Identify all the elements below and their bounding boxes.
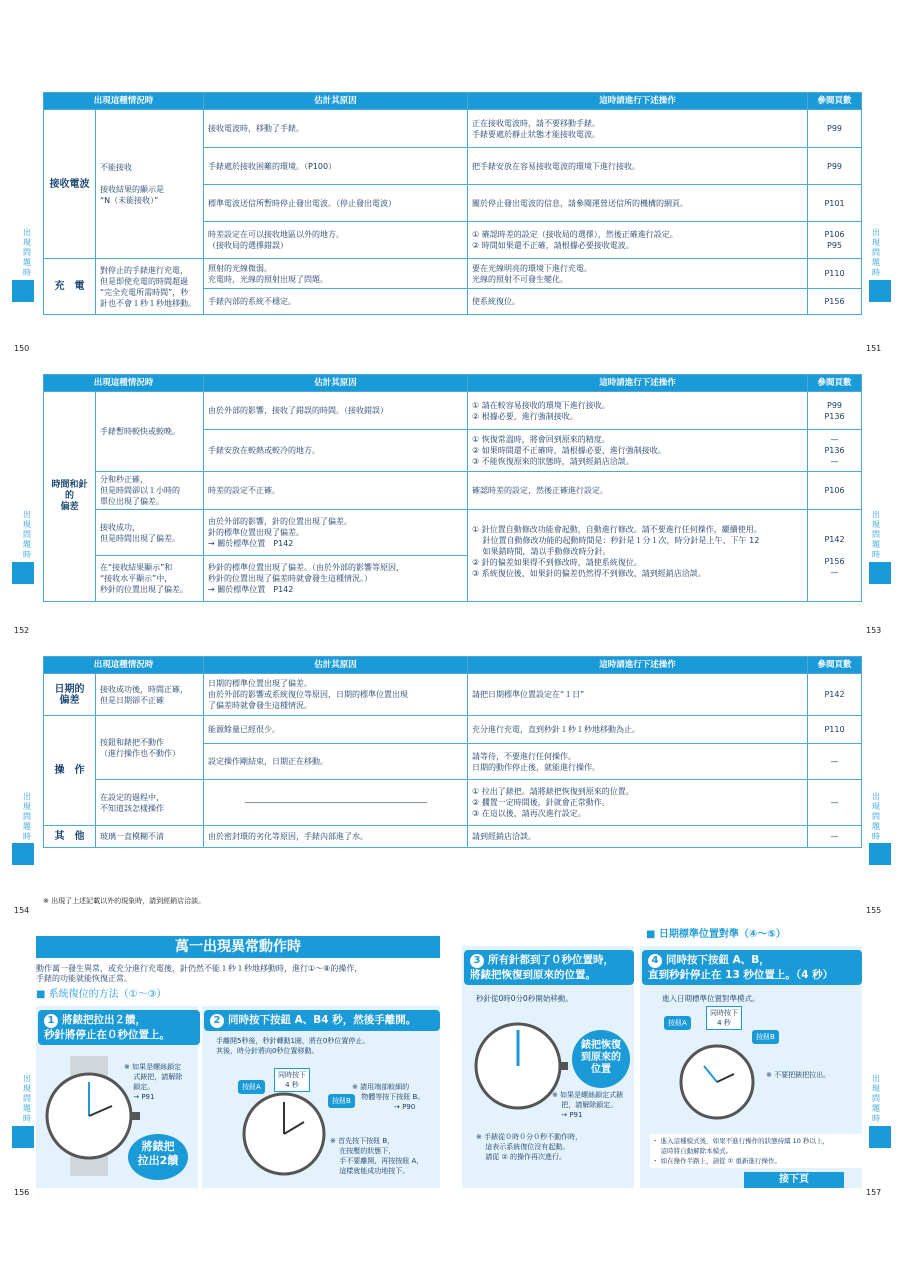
side-tab-marker	[12, 562, 34, 584]
table-date-operation	[43, 656, 862, 848]
page-ref: P106	[808, 472, 862, 510]
header-cause: 估計其原因	[204, 657, 468, 674]
step2-number: 2	[210, 1014, 224, 1028]
side-label: 出現問題時	[872, 792, 880, 841]
button-b-tag: 按鈕B	[752, 1030, 779, 1044]
action-cell: 確認時差的設定，然後正確進行設定。	[468, 472, 808, 510]
reset-intro: 動作萬一發生異常，或充分進行充電後，針仍然不能１秒１秒地移動時，進行①～⑧的操作， 手錶的功能就能恢復正常。	[36, 964, 363, 983]
side-label: 出現問題時	[872, 510, 880, 559]
step2-hold-label: 同時按下 4 秒	[274, 1068, 310, 1092]
step3-number: 3	[470, 954, 484, 968]
table-receive-charge	[43, 92, 862, 315]
action-cell: 充分進行充電，直到秒針１秒１秒地移動為止。	[468, 716, 808, 744]
page-number: 155	[866, 906, 882, 915]
header-situation: 出現這種情況時	[44, 375, 204, 392]
table-header	[44, 93, 862, 110]
table-row	[44, 780, 862, 826]
step2-note1: ※ 請用端部較細的 物體等按下按鈕 B。 → P90	[352, 1083, 425, 1111]
side-tab-marker	[869, 1126, 891, 1148]
page-ref: P99 P136	[808, 392, 862, 430]
step3-text: 所有針都到了０秒位置時， 將錶把恢復到原來的位置。	[470, 954, 614, 981]
side-label: 出現問題時	[872, 1074, 880, 1123]
category-operation: 操 作	[44, 716, 96, 826]
situation-cell: 按鈕和錶把不動作 （進行操作也不動作）	[96, 716, 204, 780]
table-row	[44, 110, 862, 148]
cause-cell: ——————————————————————————	[204, 780, 468, 826]
step2-heading	[204, 1010, 440, 1031]
header-cause: 估計其原因	[204, 93, 468, 110]
cause-cell: 接收電波時，移動了手錶。	[204, 110, 468, 148]
side-tab-marker	[12, 1126, 34, 1148]
step4-number: 4	[648, 954, 662, 968]
step1-bubble: 將錶把 拉出2饋	[128, 1134, 188, 1180]
header-situation: 出現這種情況時	[44, 657, 204, 674]
step3-note2: ※ 手錶從０時０分０秒不動作時， 這表示系統復位沒有起動。 請從 ② 的操作再次進行。	[476, 1133, 583, 1161]
button-a-tag: 按鈕A	[664, 1016, 691, 1030]
table-row	[44, 716, 862, 744]
category-date: 日期的 偏差	[44, 674, 96, 716]
table-row	[44, 826, 862, 848]
table-row	[44, 472, 862, 510]
cause-cell: 手錶內部的系統不穩定。	[204, 289, 468, 315]
cause-cell: 由於外部的影響，針的位置出現了偏差。 針的標準位置出現了偏差。 → 關於標準位置 P142	[204, 510, 468, 556]
page-ref: —	[808, 744, 862, 780]
cause-cell: 手錶處於接收困難的環境。（P100）	[204, 148, 468, 185]
side-label: 出現問題時	[23, 510, 31, 559]
step4-bullets: ・ 進入這種模式後，如果不進行操作的狀態持續 10 秒以上， 這時將自動解除本模式。 ・ 如在操作半路上，請從 ① 重新進行操作。	[650, 1134, 862, 1168]
cause-cell: 時差設定在可以接收地區以外的地方。 （接收局的選擇錯誤）	[204, 222, 468, 259]
page-ref: P99	[808, 110, 862, 148]
step3-desc: 秒針從0時0分0秒開始移動。	[476, 994, 573, 1003]
action-cell: ① 拉出了錶把。請將錶把恢復到原來的位置。 ② 擱置一定時間後，針就會正常動作。 ③ 在這以後，請再次進行設定。	[468, 780, 808, 826]
situation-cell: 接收成功， 但是時間出現了偏差。	[96, 510, 204, 556]
step1-number: 1	[44, 1014, 58, 1028]
page-ref: P110	[808, 259, 862, 289]
step2-desc: 手離開5秒後，秒針轉動1圈，將在0秒位置停止。 其後，時分針將向0秒位置移動。	[216, 1037, 370, 1055]
header-action: 這時請進行下述操作	[468, 375, 808, 392]
header-page: 參閱頁數	[808, 657, 862, 674]
date-heading: ■ 日期標準位置對準（④～⑤）	[646, 929, 786, 940]
action-cell: ① 針位置自動修改功能會起動，自動進行修改。請不要進行任何操作，繼續使用。 針位置自動修改功能的起動時間是：秒針是１分１次，時分針是上午、下午 12 如果錯時間，請以手動修改時分針。 ② 針的偏差如果得不到修改時，請使系統復位。 ③ 系統復位後，如果針的偏差仍然得不到修改，請到經銷店洽談。	[468, 510, 808, 602]
step2-text: 同時按下按鈕 A、B4 秒，然後手離開。	[228, 1014, 417, 1026]
table-row	[44, 392, 862, 430]
action-cell: 正在接收電波時，請不要移動手錶。 手錶要處於靜止狀態才能接收電波。	[468, 110, 808, 148]
page-number: 153	[866, 626, 882, 635]
step4-text: 同時按下按鈕 A、B， 直到秒針停止在 13 秒位置上。（4 秒）	[648, 954, 834, 981]
page-ref: — P136 —	[808, 430, 862, 472]
side-label: 出現問題時	[23, 1074, 31, 1123]
button-b-tag: 按鈕B	[328, 1094, 355, 1108]
step4-note: ※ 不要把錶把拉出。	[766, 1071, 831, 1079]
side-tab-marker	[869, 562, 891, 584]
header-page: 參閱頁數	[808, 375, 862, 392]
page-number: 157	[866, 1188, 882, 1197]
header-page: 參閱頁數	[808, 93, 862, 110]
side-tab-marker	[869, 843, 891, 865]
header-situation: 出現這種情況時	[44, 93, 204, 110]
situation-cell: 在設定的過程中， 不知道該怎樣操作	[96, 780, 204, 826]
table-row	[44, 510, 862, 556]
page-ref: —	[808, 780, 862, 826]
side-label: 出現問題時	[23, 228, 31, 277]
action-cell: 把手錶安放在容易接收電波的環境下進行接收。	[468, 148, 808, 185]
action-cell: ① 確認時差的設定（接收局的選擇），然後正確進行設定。 ② 時間如果還不正確，請根據必要接收電波。	[468, 222, 808, 259]
action-cell: 請把日期標準位置設定在“１日”	[468, 674, 808, 716]
situation-cell: 對停止的手錶進行充電， 但是即使充電的時間超過 “完全充電所需時間”，秒 針也不會１秒１秒地移動。	[96, 259, 204, 315]
action-cell: ① 請在較容易接收的環境下進行接收。 ② 根據必要，進行強制接收。	[468, 392, 808, 430]
side-tab-marker	[869, 280, 891, 302]
page-number: 151	[866, 344, 882, 353]
page-ref: P106 P95	[808, 222, 862, 259]
category-other: 其 他	[44, 826, 96, 848]
cause-cell: 由於外部的影響，接收了錯誤的時間。（接收錯誤）	[204, 392, 468, 430]
situation-cell: 不能接收 接收結果的顯示是 “N（未能接收）”	[96, 110, 204, 259]
page-number: 156	[14, 1188, 30, 1197]
cause-cell: 照射的光線微弱。 充電時，光線的照射出現了問題。	[204, 259, 468, 289]
cause-cell: 日期的標準位置出現了偏差。 由於外部的影響或系統復位等原因，日期的標準位置出現 了偏差時就會發生這種情況。	[204, 674, 468, 716]
header-action: 這時請進行下述操作	[468, 657, 808, 674]
category-time: 時間和針的 偏差	[44, 392, 96, 602]
situation-cell: 手錶暫時較快或較晚。	[96, 392, 204, 472]
button-a-tag: 按鈕A	[238, 1080, 265, 1094]
header-action: 這時請進行下述操作	[468, 93, 808, 110]
step2-note2: ※ 首先按下按鈕 B， 在按壓的狀態下， 手不要離開，再按按鈕 A， 這樣就能成功地按下。	[330, 1137, 424, 1175]
reset-method-heading: ■ 系統復位的方法（①～③）	[36, 989, 167, 1000]
step4-desc: 進入日期標準位置對準模式。	[662, 994, 760, 1003]
cause-cell: 秒針的標準位置出現了偏差。（由於外部的影響等原因， 秒針的位置出現了偏差時就會發生這種情況。） → 關於標準位置 P142	[204, 556, 468, 602]
situation-cell: 接收成功後，時間正確， 但是日期卻不正確	[96, 674, 204, 716]
step1-text: 將錶把拉出２饋， 秒針將停止在０秒位置上。	[44, 1014, 170, 1041]
watch-illustration-4	[672, 1032, 762, 1126]
step4-heading	[642, 950, 862, 985]
action-cell: 請等待，不要進行任何操作。 日期的動作停止後，就能進行操作。	[468, 744, 808, 780]
side-tab-marker	[12, 280, 34, 302]
side-label: 出現問題時	[872, 228, 880, 277]
table-header	[44, 375, 862, 392]
step3-bubble: 錶把恢復 到原來的 位置	[572, 1030, 630, 1088]
table-row	[44, 259, 862, 289]
category-charge: 充 電	[44, 259, 96, 315]
page-ref: P99	[808, 148, 862, 185]
page-ref: P156	[808, 289, 862, 315]
side-label: 出現問題時	[23, 792, 31, 841]
header-cause: 估計其原因	[204, 375, 468, 392]
reset-title: 萬一出現異常動作時	[36, 936, 440, 958]
action-cell: 關於停止發出電波的信息，請參閱運營送信所的機構的網頁。	[468, 185, 808, 222]
table-time-deviation	[43, 374, 862, 602]
page-ref: P142	[808, 674, 862, 716]
category-receive: 接收電波	[44, 110, 96, 259]
footnote: ※ 出現了上述記載以外的現象時，請到經銷店洽談。	[43, 897, 206, 905]
page-ref: P101	[808, 185, 862, 222]
page-number: 150	[14, 344, 30, 353]
next-page-arrow[interactable]: 接下頁	[744, 1172, 844, 1188]
page-number: 154	[14, 906, 30, 915]
step1-heading	[38, 1010, 200, 1045]
page-number: 152	[14, 626, 30, 635]
page-ref: P142 P156 —	[808, 510, 862, 602]
cause-cell: 設定操作剛結束，日期正在移動。	[204, 744, 468, 780]
cause-cell: 能源餘量已經很少。	[204, 716, 468, 744]
table-row	[44, 674, 862, 716]
step3-heading	[464, 950, 634, 985]
side-tab-marker	[12, 843, 34, 865]
situation-cell: 在“接收結果顯示”和 “接收水平顯示”中， 秒針的位置出現了偏差。	[96, 556, 204, 602]
action-cell: 要在光線明亮的環境下進行充電。 光線的照射不可發生變化。	[468, 259, 808, 289]
page-ref: —	[808, 826, 862, 848]
step3-note1: ※ 如果是螺絲鎖定式錶 把，請解除鎖定。 → P91	[552, 1091, 624, 1119]
cause-cell: 時差的設定不正確。	[204, 472, 468, 510]
page-ref: P110	[808, 716, 862, 744]
situation-cell: 分和秒正確， 但是時間卻以１小時的 單位出現了偏差。	[96, 472, 204, 510]
action-cell: 請到經銷店洽談。	[468, 826, 808, 848]
cause-cell: 標準電波送信所暫時停止發出電波。（停止發出電波）	[204, 185, 468, 222]
action-cell: 使系統復位。	[468, 289, 808, 315]
cause-cell: 手錶安放在較熱或較冷的地方。	[204, 430, 468, 472]
cause-cell: 由於密封環的劣化等原因，手錶內部進了水。	[204, 826, 468, 848]
table-header	[44, 657, 862, 674]
step1-note: ※ 如果是螺絲鎖定 式錶把，請解除 鎖定。 → P91	[124, 1063, 183, 1101]
situation-cell: 玻璃一直模糊不清	[96, 826, 204, 848]
action-cell: ① 恢復常溫時，將會回到原來的精度。 ② 如果時間還不正確時，請根據必要、進行強制接收。 ③ 不能恢復原來的狀態時，請到經銷店洽談。	[468, 430, 808, 472]
step4-hold-label: 同時按下 4 秒	[706, 1006, 742, 1030]
